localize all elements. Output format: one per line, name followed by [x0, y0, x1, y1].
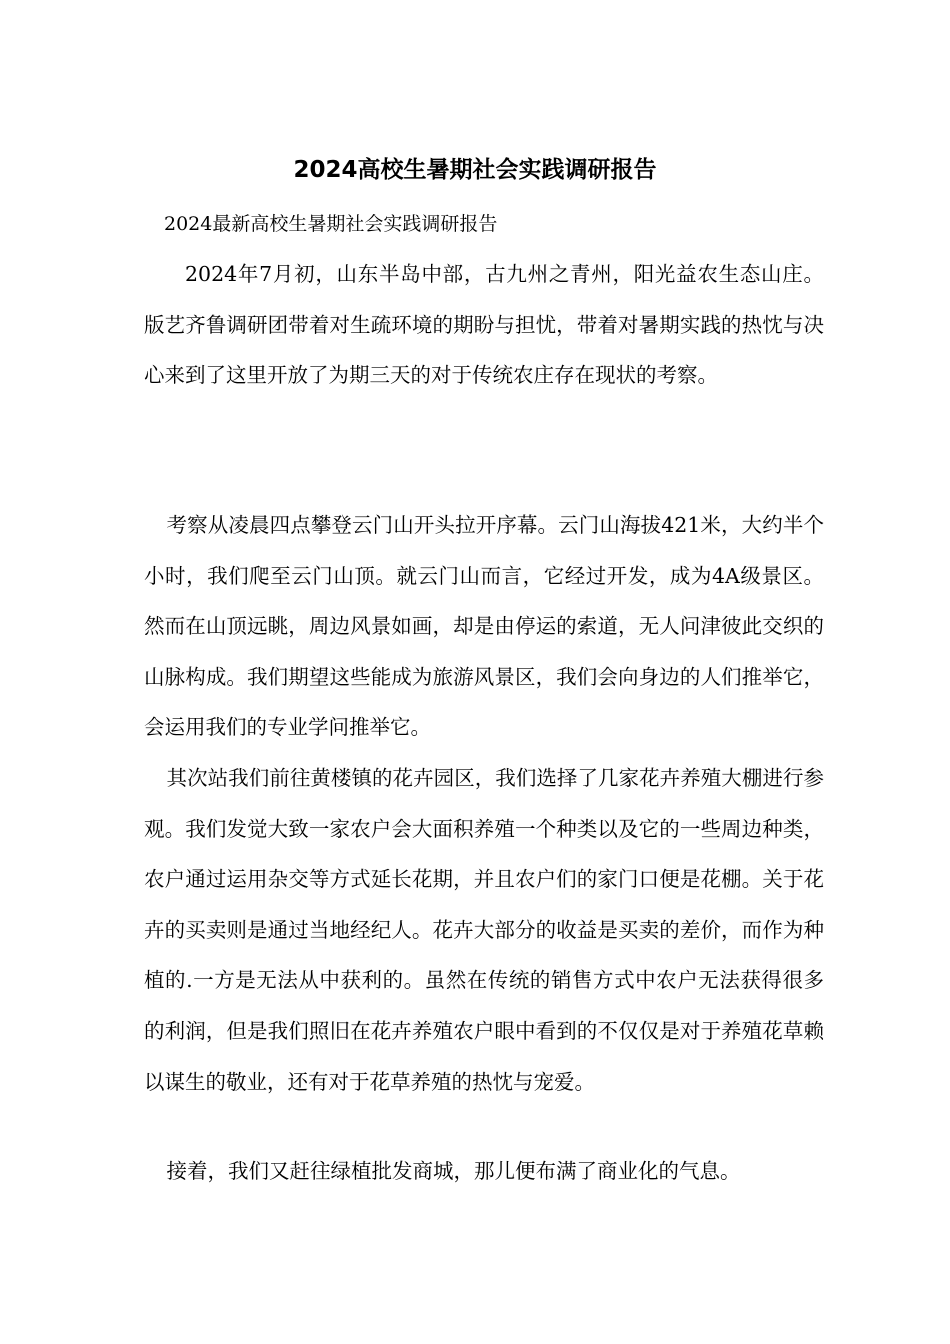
paragraph-intro: 2024年7月初，山东半岛中部，古九州之青州，阳光益农生态山庄。版艺齐鲁调研团带着对生疏环境的期盼与担忧，带着对暑期实践的热忱与决心来到了这里开放了为期三天的对于传统农庄存在现状的考察。 — [144, 262, 824, 388]
document-title: 2024高校生暑期社会实践调研报告 — [293, 157, 657, 183]
paragraph-flower-park: 其次站我们前往黄楼镇的花卉园区，我们选择了几家花卉养殖大棚进行参观。我们发觉大致一家农户会大面积养殖一个种类以及它的一些周边种类，农户通过运用杂交等方式延长花期，并且农户们的家门口便是花棚。关于花卉的买卖则是通过当地经纪人。花卉大部分的收益是买卖的差价，而作为种植的.一方是无法从中获利的。虽然在传统的销售方式中农户无法获得很多的利润，但是我们照旧在花卉养殖农户眼中看到的不仅仅是对于养殖花草赖以谋生的敬业，还有对于花草养殖的热忱与宠爱。 — [144, 766, 824, 1094]
paragraph-plant-market: 接着，我们又赶往绿植批发商城，那儿便布满了商业化的气息。 — [166, 1159, 741, 1183]
paragraph-yunmen-mountain: 考察从凌晨四点攀登云门山开头拉开序幕。云门山海拔421米，大约半个小时，我们爬至云门山顶。就云门山而言，它经过开发，成为4A级景区。然而在山顶远眺，周边风景如画，却是由停运的索道，无人问津彼此交织的山脉构成。我们期望这些能成为旅游风景区，我们会向身边的人们推举它，会运用我们的专业学问推举它。 — [144, 513, 824, 740]
document-subtitle: 2024最新高校生暑期社会实践调研报告 — [164, 213, 498, 235]
